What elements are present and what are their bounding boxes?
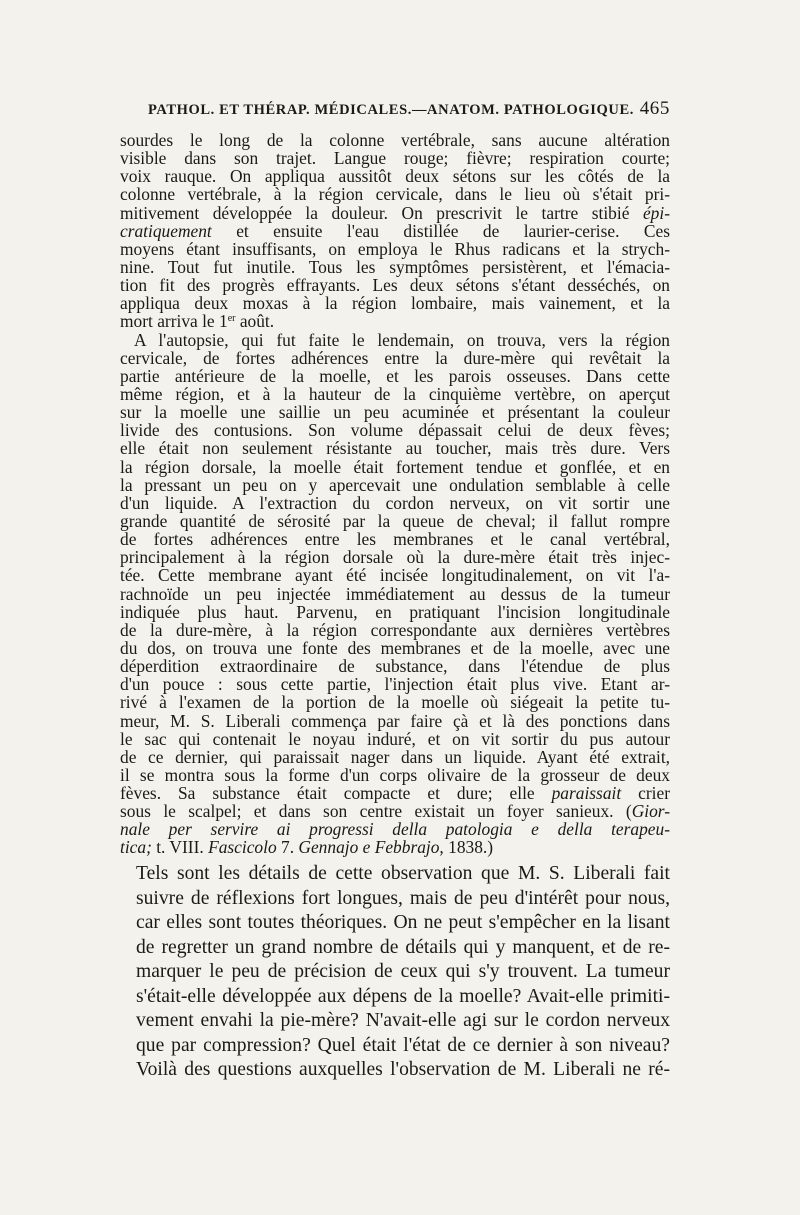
text-line: d'un liquide. A l'extraction du cordon nerveux, on vit sortir une xyxy=(120,492,670,513)
text-line: de fortes adhérences entre les membranes et le canal vertébral, xyxy=(120,529,670,550)
text-line xyxy=(120,820,670,838)
text-line: Voilà des questions auxquelles l'observation de M. Liberali ne ré- xyxy=(136,1059,670,1080)
text-line: marquer le peu de précision de ceux qui s'y trouvent. La tumeur xyxy=(136,961,670,982)
text-line: cratiquement et ensuite l'eau distillée de laurier-cerise. Ces xyxy=(120,220,670,241)
text-line: s'était-elle développée aux dépens de la moelle? Avait-elle primiti- xyxy=(136,985,670,1007)
superscript: er xyxy=(227,313,236,325)
text-line: A l'autopsie, qui fut faite le lendemain, on trouva, vers la région xyxy=(134,329,670,350)
text-line: principalement à la région dorsale où la dure-mère était très injec- xyxy=(120,547,670,568)
text-line: d'un pouce : sous cette partie, l'injection était plus vive. Etant ar- xyxy=(120,674,670,695)
text-line: la pressant un peu on y apercevait une ondulation semblable à celle xyxy=(120,474,670,495)
text-line: déperdition extraordinaire de substance, dans l'étendue de plus xyxy=(120,656,670,677)
text-line: visible dans son trajet. Langue rouge; fièvre; respiration courte; xyxy=(120,148,670,169)
text-line: du dos, on trouva une fonte des membranes et de la moelle, avec une xyxy=(120,637,670,658)
text-line: rivé à l'examen de la portion de la moelle où siégeait la petite tu- xyxy=(120,692,670,713)
text-line: livide des contusions. Son volume dépassait celui de deux fèves; xyxy=(120,420,670,441)
text-line: de la dure-mère, à la région correspondante aux dernières vertèbres xyxy=(120,619,670,640)
text-line: moyens étant insuffisants, on employa le Rhus radicans et la strych- xyxy=(120,238,670,259)
text-line: mitivement développée la douleur. On prescrivit le tartre stibié épi- xyxy=(120,202,670,223)
text-line: grande quantité de sérosité par la queue de cheval; il fallut rompre xyxy=(120,510,670,531)
text-line: cervicale, de fortes adhérences entre la dure-mère qui revêtait la xyxy=(120,347,670,368)
text-line: appliqua deux moxas à la région lombaire, mais vainement, et la xyxy=(120,293,670,314)
journal-title: tica; xyxy=(120,837,152,858)
text-line: nine. Tout fut inutile. Tous les symptômes persistèrent, et l'émacia- xyxy=(120,256,670,277)
text-line: indiquée plus haut. Parvenu, en pratiquant l'incision longitudinale xyxy=(120,601,670,622)
journal-title: Gior- xyxy=(631,801,670,822)
text-line: même région, et à la hauteur de la cinquième vertèbre, on aperçut xyxy=(120,383,670,404)
text-line: car elles sont toutes théoriques. On ne peut s'empêcher en la lisant xyxy=(136,912,670,933)
text-line: tion fit des progrès effrayants. Les deux sétons s'étant desséchés, on xyxy=(120,275,670,296)
text-line: le sac qui contenait le noyau induré, et on vit sortir du pus autour xyxy=(120,728,670,749)
text-line: tée. Cette membrane ayant été incisée longitudinalement, on vit l'a- xyxy=(120,565,670,586)
running-title: PATHOL. ET THÉRAP. MÉDICALES.—ANATOM. PATHOLOGIQUE. xyxy=(148,102,634,118)
journal-title: nale per servire ai progressi della patologia e della terapeu- xyxy=(120,819,670,840)
text-line: il se montra sous la forme d'un corps olivaire de la grosseur de deux xyxy=(120,764,670,785)
italic-term: cratiquement xyxy=(120,220,212,241)
text-line: suivre de réflexions fort longues, mais de peu d'intérêt pour nous, xyxy=(136,887,670,909)
italic-term: épi- xyxy=(642,202,670,223)
text-line: Tels sont les détails de cette observation que M. S. Liberali fait xyxy=(136,863,670,884)
page-number: 465 xyxy=(639,98,670,119)
text-line: elle était non seulement résistante au toucher, mais très dure. Vers xyxy=(120,438,670,459)
text-line: de ce dernier, qui paraissait nager dans un liquide. Ayant été extrait, xyxy=(120,746,670,767)
text-line: de regretter un grand nombre de détails qui y manquent, et de re- xyxy=(136,936,670,958)
large-print-block xyxy=(136,862,670,1083)
text-line: sur la moelle une saillie un peu acuminée et présentant la couleur xyxy=(120,402,670,423)
small-print-block xyxy=(120,131,670,857)
text-line: sous le scalpel; et dans son centre existait un foyer sanieux. (Gior- xyxy=(120,801,670,822)
text-line: mort arriva le 1er août. xyxy=(120,311,275,332)
text-line: partie antérieure de la moelle, et les parois osseuses. Dans cette xyxy=(120,365,670,386)
text-line: colonne vertébrale, à la région cervicale, dans le lieu où s'était pri- xyxy=(120,184,670,205)
italic-term: paraissait xyxy=(551,783,622,804)
citation-italic: Fascicolo xyxy=(208,837,277,858)
text-line: vement envahi la pie-mère? N'avait-elle agi sur le cordon nerveux xyxy=(136,1010,670,1031)
text-line: voix rauque. On appliqua aussitôt deux sétons sur les côtés de la xyxy=(120,166,670,187)
text-line: tica; t. VIII. Fascicolo 7. Gennajo e Febbrajo, 1838.) xyxy=(120,837,494,858)
text-line: fèves. Sa substance était compacte et dure; elle paraissait crier xyxy=(120,783,670,804)
text-line: meur, M. S. Liberali commença par faire çà et là des ponctions dans xyxy=(120,710,670,731)
text-line: rachnoïde un peu injectée immédiatement au dessus de la tumeur xyxy=(120,583,670,604)
text-line: que par compression? Quel était l'état de ce dernier à son niveau? xyxy=(136,1034,670,1056)
text-line: la région dorsale, la moelle était fortement tendue et gonflée, et en xyxy=(120,456,670,477)
running-header xyxy=(148,98,670,124)
citation-italic: Gennajo e Febbrajo, xyxy=(298,837,444,858)
text-line: sourdes le long de la colonne vertébrale, sans aucune altération xyxy=(120,130,670,150)
